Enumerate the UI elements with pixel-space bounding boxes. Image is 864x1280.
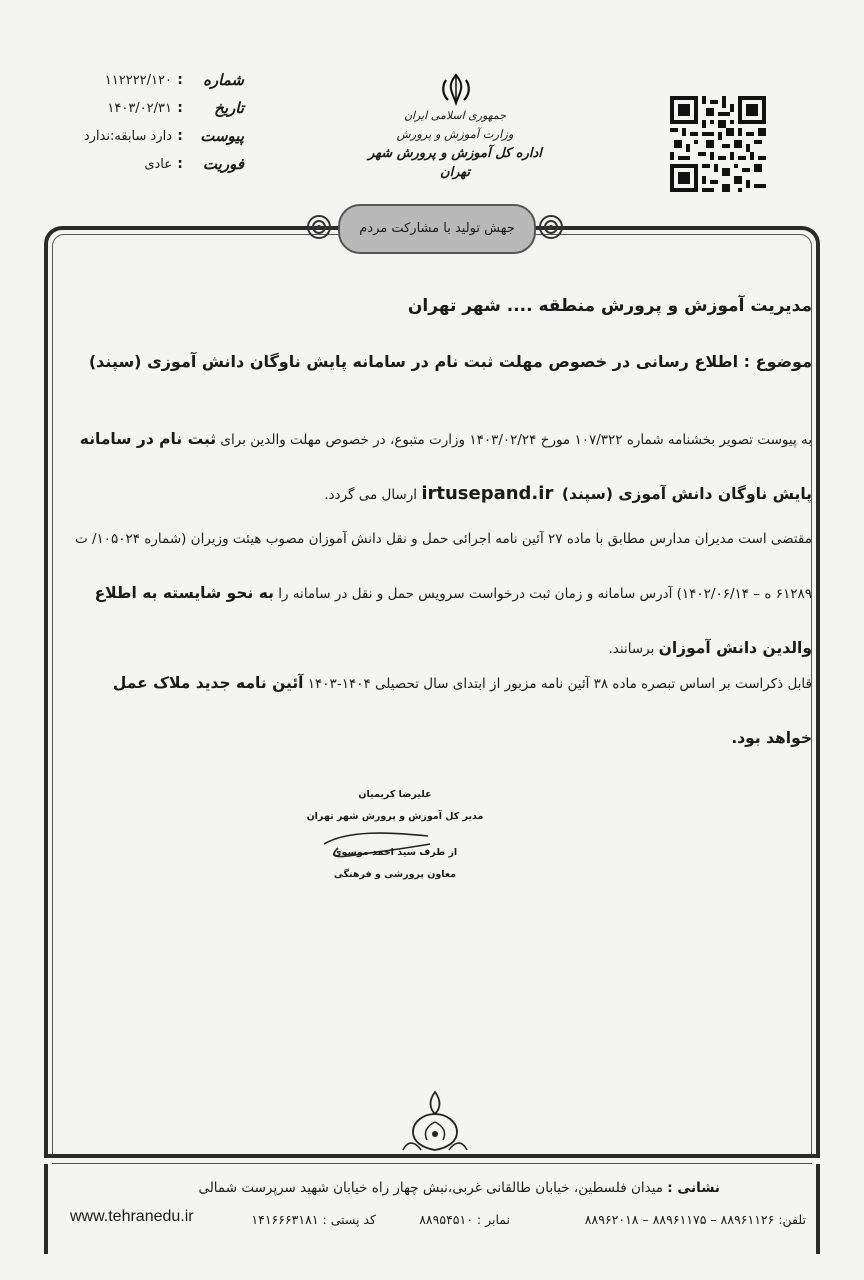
meta-number-row: شماره : ۱۱۲۲۲۲/۱۲۰ — [64, 66, 244, 94]
footer-address-label: نشانی : — [667, 1180, 720, 1196]
meta-date-label: تاریخ — [214, 99, 244, 117]
meta-number-label: شماره — [203, 71, 244, 89]
ministry-heading — [360, 106, 550, 182]
paragraph-3-bold: آئین نامه جدید ملاک عمل خواهد بود. — [112, 674, 812, 747]
sepand-url-link[interactable]: irtusepand.ir — [421, 483, 554, 504]
meta-attachment-row: پیوست : دارد سابقه:ندارد — [64, 122, 244, 150]
ornament-left-icon — [304, 212, 334, 242]
handwritten-signature-icon — [318, 824, 438, 864]
paragraph-2-bold: به نحو شایسته به اطلاع والدین دانش آموزان — [94, 584, 812, 657]
paragraph-3 — [74, 656, 812, 766]
letter-addressee: مدیریت آموزش و پرورش منطقه .... شهر تهران — [407, 296, 812, 316]
footer-website-link[interactable]: www.tehranedu.ir — [70, 1208, 194, 1225]
qr-code-icon — [670, 96, 766, 192]
ornament-right-icon — [536, 212, 566, 242]
motto-text: جهش تولید با مشارکت مردم — [338, 204, 536, 254]
paragraph-1-bold: ثبت نام در سامانه پایش ناوگان دانش آموزی (سپند) — [79, 430, 812, 503]
signatory-on-behalf: از طرف سید احمد موسوی — [332, 847, 458, 858]
signatory-deputy-title: معاون پرورشی و فرهنگی — [333, 869, 457, 880]
paragraph-2 — [74, 512, 812, 676]
letter-subject: موضوع : اطلاع رسانی در خصوص مهلت ثبت نام در سامانه پایش ناوگان دانش آموزی (سپند) — [88, 352, 812, 371]
paragraph-1 — [74, 412, 812, 522]
paragraph-1-text-a: به پیوست تصویر بخشنامه شماره ۱۰۷/۳۲۲ مورخ ۱۴۰۳/۰۲/۲۴ وزارت متبوع، در خصوص مهلت والدین برای — [216, 432, 812, 448]
meta-date-value: ۱۴۰۳/۰۲/۳۱ — [107, 100, 172, 116]
meta-priority-row: فوریت : عادی — [64, 150, 244, 178]
footer-postal-code: کد پستی : ۱۴۱۶۶۶۳۱۸۱ — [251, 1212, 376, 1227]
ministry-line-ministry: وزارت آموزش و پرورش — [396, 127, 514, 141]
paragraph-3-text-a: قابل ذکراست بر اساس تبصره ماده ۳۸ آئین نامه مزبور از ابتدای سال تحصیلی ۱۴۰۴-۱۴۰۳ — [303, 676, 812, 692]
paragraph-1-text-c: ارسال می گردد. — [324, 487, 422, 503]
iran-emblem-icon — [438, 72, 474, 106]
ministry-line-republic: جمهوری اسلامی ایران — [403, 109, 507, 122]
footer-divider-thick — [44, 1154, 820, 1158]
footer-address-text: میدان فلسطین، خیابان طالقانی غربی،نبش چهار راه خیابان شهید سرپرست شمالی — [198, 1180, 668, 1196]
signatory-name: علیرضا کریمیان — [358, 789, 432, 800]
letter-meta — [64, 66, 244, 178]
ministry-line-office: اداره کل آموزش و پرورش شهر تهران — [368, 146, 542, 180]
paragraph-2-text-c: برسانند. — [608, 641, 659, 657]
meta-number-value: ۱۱۲۲۲۲/۱۲۰ — [104, 72, 172, 88]
footer-address — [60, 1180, 720, 1196]
bottom-ornament-icon — [395, 1088, 475, 1154]
footer-fax: نمابر : ۸۸۹۵۴۵۱۰ — [419, 1212, 510, 1227]
footer-phone: تلفن: ۸۸۹۶۱۱۲۶ – ۸۸۹۶۱۱۷۵ – ۸۸۹۶۲۰۱۸ — [584, 1212, 806, 1227]
meta-attachment-value: دارد سابقه:ندارد — [83, 128, 172, 144]
meta-priority-label: فوریت — [202, 155, 244, 173]
meta-priority-value: عادی — [144, 156, 172, 172]
motto-banner — [300, 200, 570, 258]
signatory-title: مدیر کل آموزش و پرورش شهر تهران — [306, 811, 484, 822]
paragraph-2-text-a: مقتضی است مدیران مدارس مطابق با ماده ۲۷ آئین نامه اجرائی حمل و نقل دانش آموزان مصوب هیئت وزیران (شماره ۱۰۵۰۲۴/ ت ۶۱۲۸۹ ه – ۱۴۰۲/۰۶/۱۴) آدرس سامانه و زمان ثبت درخواست سرویس حمل و نقل در سامانه را — [74, 531, 812, 602]
meta-attachment-label: پیوست — [200, 127, 244, 145]
meta-date-row: تاریخ : ۱۴۰۳/۰۲/۳۱ — [64, 94, 244, 122]
